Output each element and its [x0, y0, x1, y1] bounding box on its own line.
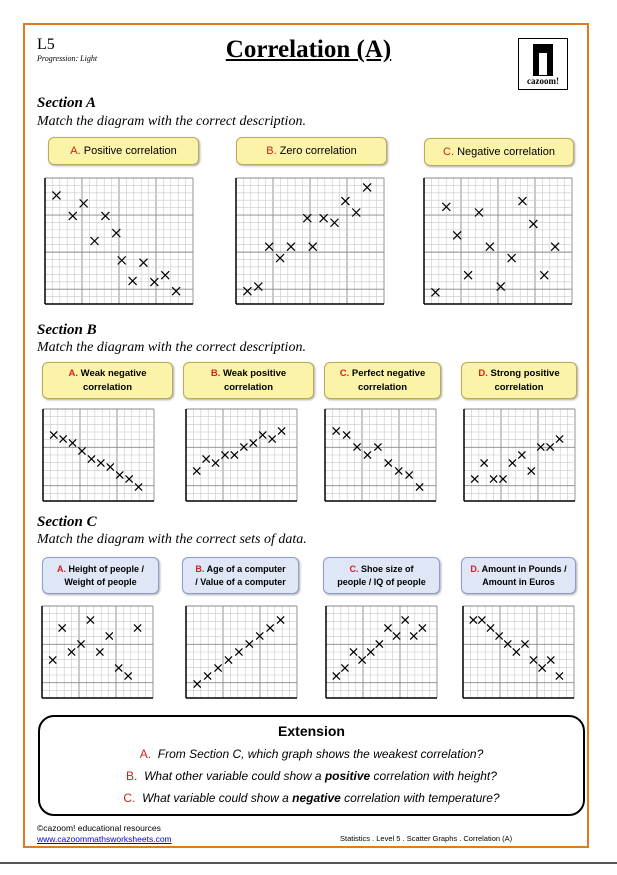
section-b-label-a[interactable]: A. Weak negative correlation	[42, 362, 173, 399]
data-point-cross	[59, 624, 66, 631]
data-point-cross	[486, 243, 494, 251]
data-point-cross	[134, 624, 141, 631]
extension-question-a: A. From Section C, which graph shows the weakest correlation?	[139, 747, 484, 761]
data-point-cross	[481, 459, 488, 466]
data-point-cross	[287, 243, 295, 251]
section-b-instruction: Match the diagram with the correct description.	[37, 340, 306, 355]
data-point-cross	[203, 455, 210, 462]
section-c-instruction: Match the diagram with the correct sets of data.	[37, 532, 307, 547]
section-b-heading: Section B	[37, 322, 97, 338]
section-c-label-d[interactable]: D. Amount in Pounds / Amount in Euros	[461, 557, 576, 594]
data-point-cross	[496, 632, 503, 639]
section-b-label-b[interactable]: B. Weak positive correlation	[183, 362, 314, 399]
data-point-cross	[106, 632, 113, 639]
section-c-label-b[interactable]: B. Age of a computer / Value of a computer	[182, 557, 299, 594]
data-point-cross	[540, 271, 548, 279]
section-a-instruction: Match the diagram with the correct description.	[37, 114, 306, 129]
cazoom-logo: cazoom!	[518, 38, 568, 90]
data-point-cross	[464, 271, 472, 279]
data-point-cross	[385, 459, 392, 466]
section-c-label-a[interactable]: A. Height of people / Weight of people	[42, 557, 159, 594]
data-point-cross	[471, 475, 478, 482]
data-point-cross	[69, 212, 77, 220]
data-point-cross	[470, 616, 477, 623]
scatter-plot-b3	[325, 409, 436, 501]
data-point-cross	[135, 483, 142, 490]
scatter-plot-b4	[464, 409, 575, 501]
extension-question-b: B. What other variable could show a positive correlation with height?	[126, 769, 497, 783]
level-label: L5	[37, 36, 55, 53]
data-point-cross	[161, 271, 169, 279]
data-point-cross	[277, 616, 284, 623]
data-point-cross	[343, 431, 350, 438]
data-point-cross	[101, 212, 109, 220]
data-point-cross	[556, 435, 563, 442]
data-point-cross	[78, 447, 85, 454]
section-a-label-a[interactable]: A. Positive correlation	[48, 137, 199, 165]
data-point-cross	[243, 287, 251, 295]
data-point-cross	[50, 431, 57, 438]
section-c-label-c[interactable]: C. Shoe size of people / IQ of people	[323, 557, 440, 594]
data-point-cross	[341, 197, 349, 205]
data-point-cross	[547, 656, 554, 663]
data-point-cross	[172, 287, 180, 295]
data-point-cross	[193, 467, 200, 474]
data-point-cross	[250, 439, 257, 446]
data-point-cross	[416, 483, 423, 490]
data-point-cross	[278, 427, 285, 434]
data-point-cross	[529, 220, 537, 228]
section-b-label-d[interactable]: D. Strong positive correlation	[461, 362, 577, 399]
data-point-cross	[509, 459, 516, 466]
data-point-cross	[80, 199, 88, 207]
footer-copyright: ©cazoom! educational resources	[37, 823, 161, 833]
data-point-cross	[528, 467, 535, 474]
scatter-plot-c1	[42, 606, 153, 698]
scatter-plot-c2	[186, 606, 297, 698]
data-point-cross	[530, 656, 537, 663]
page-title: Correlation (A)	[225, 36, 392, 63]
section-a-label-b[interactable]: B. Zero correlation	[236, 137, 387, 165]
data-point-cross	[88, 455, 95, 462]
data-point-cross	[204, 672, 211, 679]
scatter-plot-c4	[463, 606, 574, 698]
section-a-label-c[interactable]: C. Negative correlation	[424, 138, 574, 166]
data-point-cross	[341, 664, 348, 671]
data-point-cross	[91, 237, 99, 245]
page-bottom-rule	[0, 862, 617, 864]
scatter-plot-a1	[45, 178, 193, 304]
section-c-heading: Section C	[37, 514, 97, 530]
data-point-cross	[359, 656, 366, 663]
data-point-cross	[551, 243, 559, 251]
data-point-cross	[97, 459, 104, 466]
data-point-cross	[107, 463, 114, 470]
data-point-cross	[129, 277, 137, 285]
scatter-plot-c3	[326, 606, 437, 698]
data-point-cross	[518, 197, 526, 205]
data-point-cross	[499, 475, 506, 482]
data-point-cross	[276, 254, 284, 262]
section-a-heading: Section A	[37, 95, 97, 111]
scatter-plot-b2	[186, 409, 297, 501]
data-point-cross	[139, 259, 147, 267]
footer-website-link[interactable]: www.cazoommathsworksheets.com	[37, 834, 172, 844]
extension-heading: Extension	[278, 723, 345, 739]
scatter-plot-a3	[424, 178, 572, 304]
data-point-cross	[508, 254, 516, 262]
data-point-cross	[265, 243, 273, 251]
footer-topic-path: Statistics . Level 5 . Scatter Graphs . Correlation (A)	[340, 834, 513, 843]
data-point-cross	[410, 632, 417, 639]
data-point-cross	[393, 632, 400, 639]
data-point-cross	[333, 427, 340, 434]
scatter-plot-a2	[236, 178, 384, 304]
data-point-cross	[225, 656, 232, 663]
data-point-cross	[487, 624, 494, 631]
progression-label: Progression: Light	[37, 54, 98, 63]
data-point-cross	[333, 672, 340, 679]
section-b-label-c[interactable]: C. Perfect negative correlation	[324, 362, 441, 399]
data-point-cross	[194, 680, 201, 687]
scatter-plot-b1	[43, 409, 154, 501]
data-point-cross	[363, 183, 371, 191]
extension-question-c: C. What variable could show a negative correlation with temperature?	[123, 791, 500, 805]
data-point-cross	[478, 616, 485, 623]
data-point-cross	[49, 656, 56, 663]
data-point-cross	[60, 435, 67, 442]
extension-box	[38, 715, 585, 816]
data-point-cross	[87, 616, 94, 623]
data-point-cross	[453, 231, 461, 239]
